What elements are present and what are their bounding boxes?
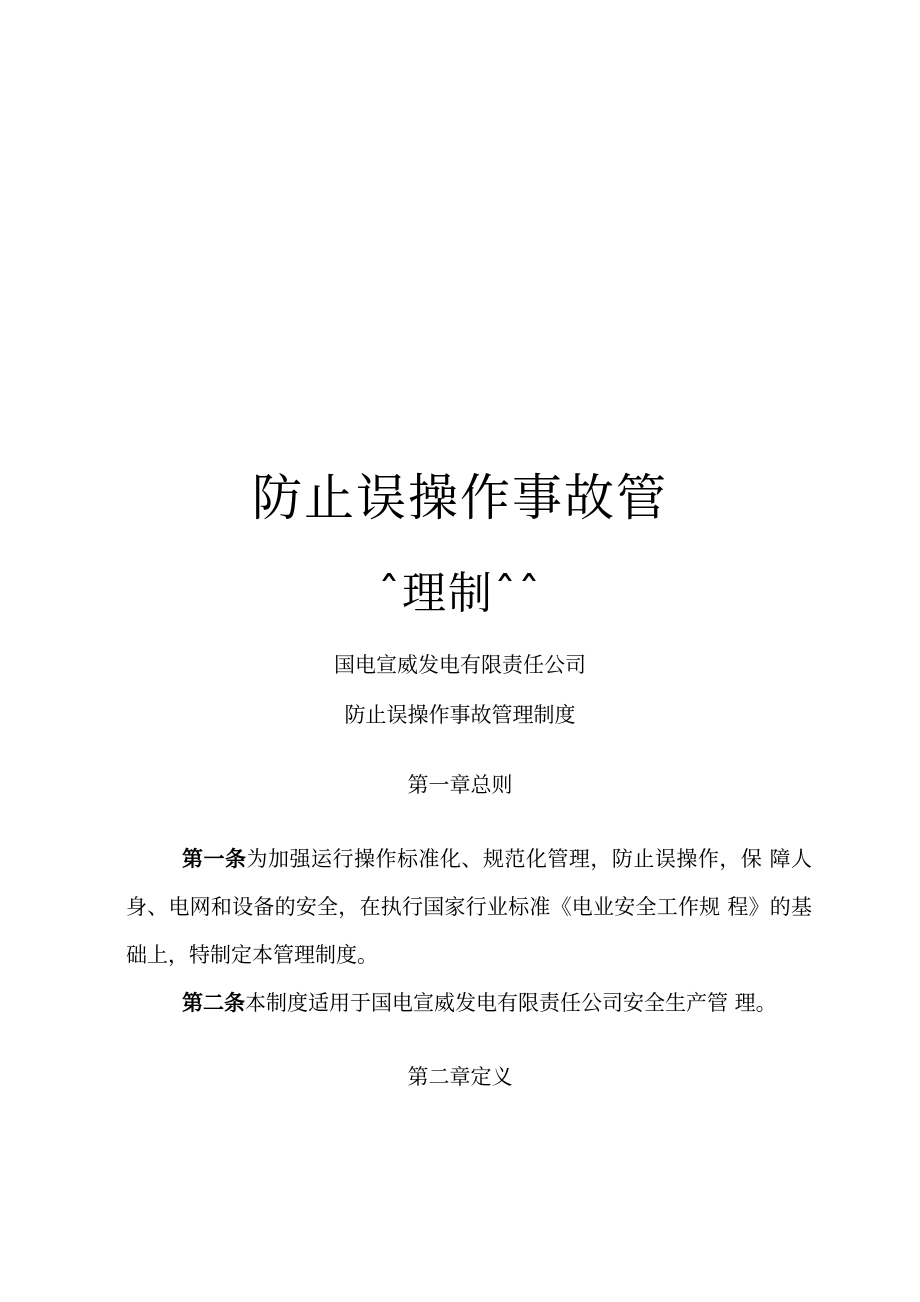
document-subtitle: 防止误操作事故管理制度 bbox=[344, 703, 576, 727]
article-text: 本制度适用于国电宣威发电有限责任公司安全生产管 理。 bbox=[245, 991, 777, 1015]
chapter-heading-2: 第二章定义 bbox=[407, 1065, 513, 1089]
article-2 bbox=[126, 979, 812, 1027]
article-number: 第一条 bbox=[182, 847, 247, 871]
chapter-heading-1: 第一章总则 bbox=[407, 773, 513, 797]
article-1 bbox=[126, 835, 812, 979]
article-number: 第二条 bbox=[182, 991, 245, 1015]
company-name: 国电宣威发电有限责任公司 bbox=[334, 653, 586, 677]
document-title-line2: ˆ理制ˆˆ bbox=[378, 568, 542, 619]
document-title-line1: 防止误操作事故管 bbox=[252, 469, 668, 527]
article-text: 为加强运行操作标准化、规范化管理，防止误操作，保 障人身、电网和设备的安全，在执行国家行业标准《电业安全工作规 程》的基础上，特制定本管理制度。 bbox=[126, 847, 812, 967]
